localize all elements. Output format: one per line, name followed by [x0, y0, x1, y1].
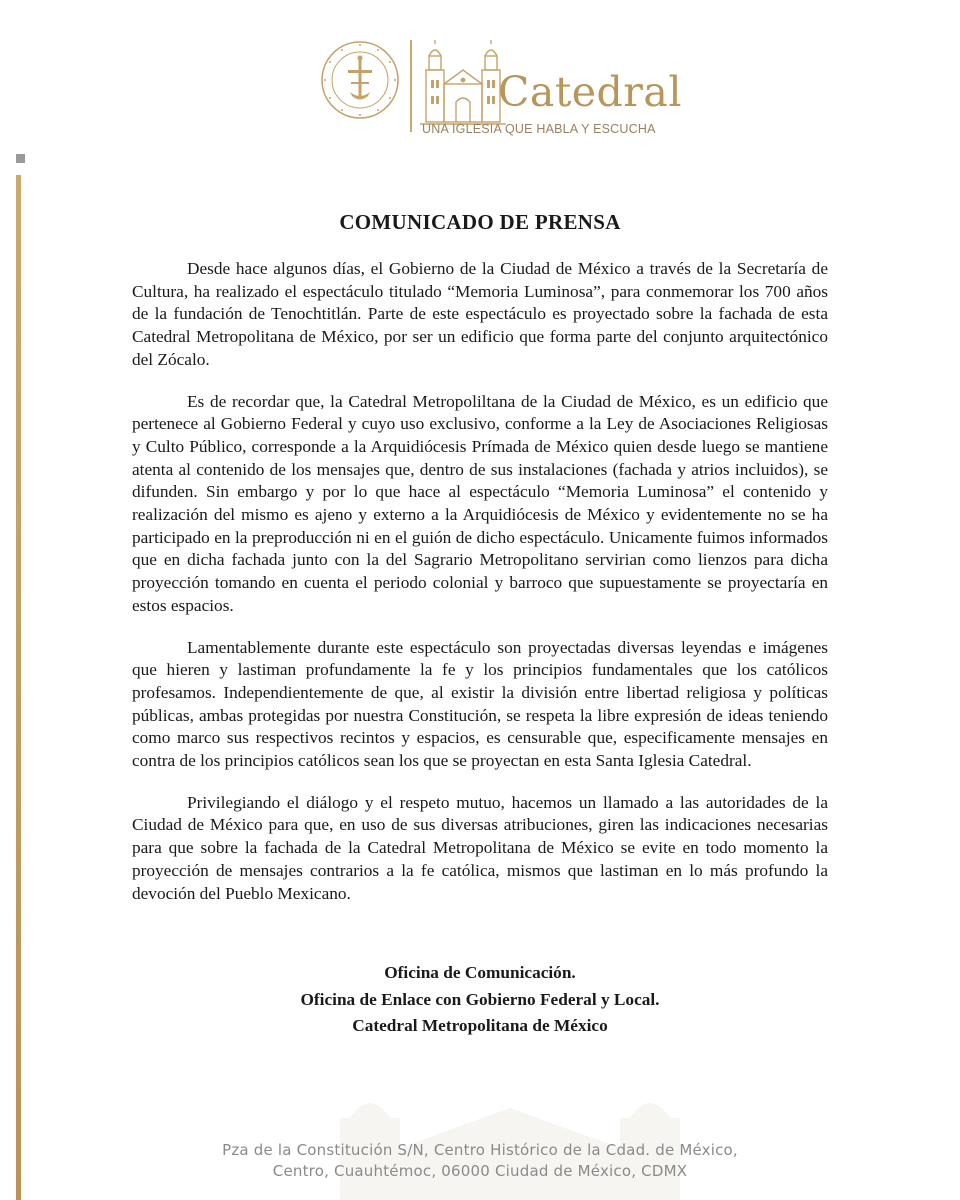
signature-block [0, 960, 960, 1040]
cathedral-building-icon [420, 40, 506, 128]
footer-address [0, 1140, 960, 1182]
signature-line: Oficina de Enlace con Gobierno Federal y Local. [300, 989, 660, 1009]
brand-tagline: UNA IGLESIA QUE HABLA Y ESCUCHA [422, 122, 656, 136]
letterhead-header [310, 28, 682, 138]
side-gold-rule [16, 175, 21, 1200]
paragraph: Es de recordar que, la Catedral Metropoliltana de la Ciudad de México, es un edificio que pertenece al Gobierno Federal y cuyo uso exclusivo, conforme a la Ley de Asociaciones Religiosas y Culto Público, corresponde a la Arquidiócesis Prímada de México quien desde luego se mantiene atenta al contenido de los mensajes que, dentro de sus instalaciones (fachada y atrios incluidos), se difunden. Sin embargo y por lo que hace al espectáculo “Memoria Luminosa” el contenido y realización del mismo es ajeno y externo a la Arquidiócesis de México y evidentemente no se ha participado en la preproducción ni en el guión de dicho espectáculo. Unicamente fuimos informados que en dicha fachada junto con la del Sagrario Metropolitano servirian como lienzos para dicha proyección tomando en cuenta el periodo colonial y barroco que supuestamente se proyectaría en estos espacios. [132, 391, 828, 615]
paragraph: Lamentablemente durante este espectáculo son proyectadas diversas leyendas e imágenes que hieren y lastiman profundamente la fe y los principios fundamentales que los católicos profesamos. Independientemente de que, al existir la división entre libertad religiosa y políticas públicas, ambas protegidas por nuestra Constitución, se respeta la libre expresión de ideas teniendo como marco sus respectivos recintos y espacios, es censurable que, especificamente mensajes en contra de los principios católicos sean los que se proyectan en esta Santa Iglesia Catedral. [132, 637, 828, 771]
brand-name: Catedral [498, 68, 682, 116]
signature-line: Catedral Metropolitana de México [352, 1016, 608, 1035]
archdiocese-seal-icon [320, 40, 400, 120]
header-divider [410, 40, 412, 132]
document-title: COMUNICADO DE PRENSA [339, 210, 621, 234]
paragraph: Desde hace algunos días, el Gobierno de la Ciudad de México a través de la Secretaría de Cultura, ha realizado el espectáculo titulado “Memoria Luminosa”, para conmemorar los 700 años de la fundación de Tenochtitlán. Parte de este espectáculo es proyectado sobre la fachada de esta Catedral Metropolitana de México, por ser un edificio que forma parte del conjunto arquitectónico del Zócalo. [132, 259, 828, 369]
address-line: Centro, Cuauhtémoc, 06000 Ciudad de México, CDMX [272, 1162, 688, 1180]
document-body [132, 258, 828, 924]
address-line: Pza de la Constitución S/N, Centro Histórico de la Cdad. de México, [222, 1141, 738, 1159]
signature-line: Oficina de Comunicación. [384, 963, 576, 982]
paragraph: Privilegiando el diálogo y el respeto mutuo, hacemos un llamado a las autoridades de la Ciudad de México para que, en uso de sus diversas atribuciones, giren las indicaciones necesarias para que sobre la fachada de la Catedral Metropolitana de México se evite en todo momento la proyección de mensajes contrarios a la fe católica, mismos que lastiman en lo más profundo la devoción del Pueblo Mexicano. [132, 792, 828, 903]
side-marker [16, 154, 25, 163]
